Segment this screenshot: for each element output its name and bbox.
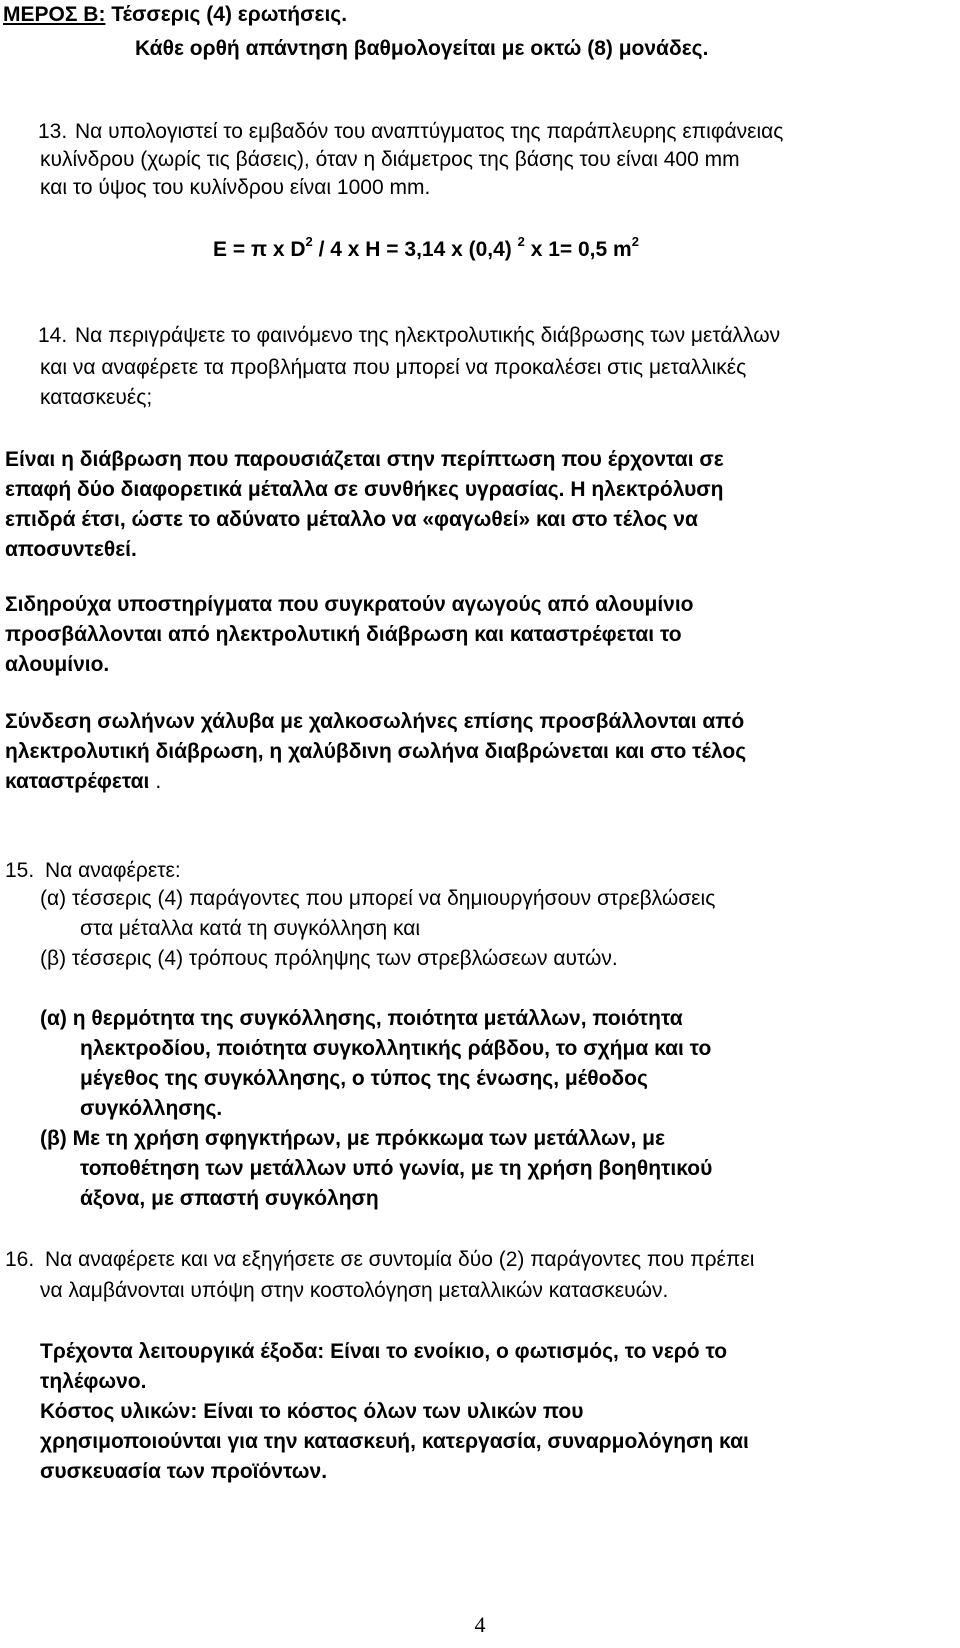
q15-answer-line: (β) Με τη χρήση σφηγκτήρων, με πρόκκωμα των μετάλλων, με [40,1127,665,1150]
q13-number: 13. [38,120,68,143]
q13-line: κυλίνδρου (χωρίς τις βάσεις), όταν η διάμετρος της βάσης του είναι 400 mm [40,148,740,171]
q14-answer-line: Είναι η διάβρωση που παρουσιάζεται στην περίπτωση που έρχονται σε [5,448,724,471]
q15-answer-line: συγκόλλησης. [80,1097,223,1120]
q16-line: να λαμβάνονται υπόψη στην κοστολόγηση μεταλλικών κατασκευών. [40,1279,669,1302]
q16-answer-line: Κόστος υλικών: Είναι το κόστος όλων των υλικών που [40,1400,584,1423]
q14-answer-line: Σιδηρούχα υποστηρίγματα που συγκρατούν αγωγούς από αλουμίνιο [5,593,694,616]
q15-answer-line: ηλεκτροδίου, ποιότητα συγκολλητικής ράβδου, το σχήμα και το [80,1037,712,1060]
answer-period: . [155,770,162,793]
q14-answer-line: αλουμίνιο. [5,653,110,676]
part-title: Τέσσερις (4) ερωτήσεις. [105,3,348,26]
q15-line: στα μέταλλα κατά τη συγκόλληση και [80,917,421,940]
page-number: 4 [474,1612,486,1637]
q16-answer-line: συσκευασία των προϊόντων. [40,1460,328,1483]
q14-answer-line: Σύνδεση σωλήνων χάλυβα με χαλκοσωλήνες επίσης προσβάλλονται από [5,710,745,733]
q16-answer-line: τηλέφωνο. [40,1370,147,1393]
q14-answer-line: ηλεκτρολυτική διάβρωση, η χαλύβδινη σωλήνα διαβρώνεται και στο τέλος [5,740,747,763]
q14-line: Να περιγράψετε το φαινόμενο της ηλεκτρολυτικής διάβρωσης των μετάλλων [75,324,781,347]
q14-line: κατασκευές; [40,386,153,409]
q14-answer-line: επιδρά έτσι, ώστε το αδύνατο μέταλλο να «φαγωθεί» και στο τέλος να [5,508,698,531]
q15-answer-line: (α) η θερμότητα της συγκόλλησης, ποιότητα μετάλλων, ποιότητα [40,1007,683,1030]
formula-sup: 2 [305,234,313,249]
q15-answer-line: άξονα, με σπαστή συγκόληση [80,1187,379,1210]
q14-answer-line: αποσυντεθεί. [5,538,137,561]
q16-answer-line: χρησιμοποιούνται για την κατασκευή, κατεργασία, συναρμολόγηση και [40,1430,749,1453]
q14-answer-line [5,769,161,795]
q13-line: Να υπολογιστεί το εμβαδόν του αναπτύγματος της παράπλευρης επιφάνειας [75,120,784,143]
q14-number: 14. [38,324,68,347]
q13-line: και το ύψος του κυλίνδρου είναι 1000 mm. [40,176,431,199]
formula-part: / 4 x H = 3,14 x (0,4) [312,238,518,261]
answer-text: καταστρέφεται [5,770,150,793]
q15-answer-line: μέγεθος της συγκόλλησης, ο τύπος της ένωσης, μέθοδος [80,1067,648,1090]
q16-number: 16. [5,1248,35,1271]
formula-part: x 1= 0,5 m [524,238,632,261]
part-label: ΜΕΡΟΣ Β: [3,3,106,26]
formula-sup: 2 [631,234,639,249]
part-heading [3,2,347,28]
q15-answer-line: τοποθέτηση των μετάλλων υπό γωνία, με τη χρήση βοηθητικού [80,1157,713,1180]
q14-answer-line: επαφή δύο διαφορετικά μέταλλα σε συνθήκες υγρασίας. Η ηλεκτρόλυση [5,478,724,501]
q16-answer-line: Τρέχοντα λειτουργικά έξοδα: Είναι το ενοίκιο, ο φωτισμός, το νερό το [40,1340,728,1363]
q15-line: (β) τέσσερις (4) τρόπους πρόληψης των στρεβλώσεων αυτών. [40,947,618,970]
grading-note: Κάθε ορθή απάντηση βαθμολογείται με οκτώ (8) μονάδες. [135,37,709,60]
q15-number: 15. [5,859,35,882]
formula-sup: 2 [517,234,525,249]
q15-line: Να αναφέρετε: [45,859,181,882]
q16-line: Να αναφέρετε και να εξηγήσετε σε συντομία δύο (2) παράγοντες που πρέπει [45,1248,755,1271]
formula-part: E = π x D [213,238,306,261]
q14-answer-line: προσβάλλονται από ηλεκτρολυτική διάβρωση και καταστρέφεται το [5,623,682,646]
q13-formula [213,234,639,263]
q15-line: (α) τέσσερις (4) παράγοντες που μπορεί να δημιουργήσουν στρεβλώσεις [40,887,716,910]
q14-line: και να αναφέρετε τα προβλήματα που μπορεί να προκαλέσει στις μεταλλικές [40,356,747,379]
